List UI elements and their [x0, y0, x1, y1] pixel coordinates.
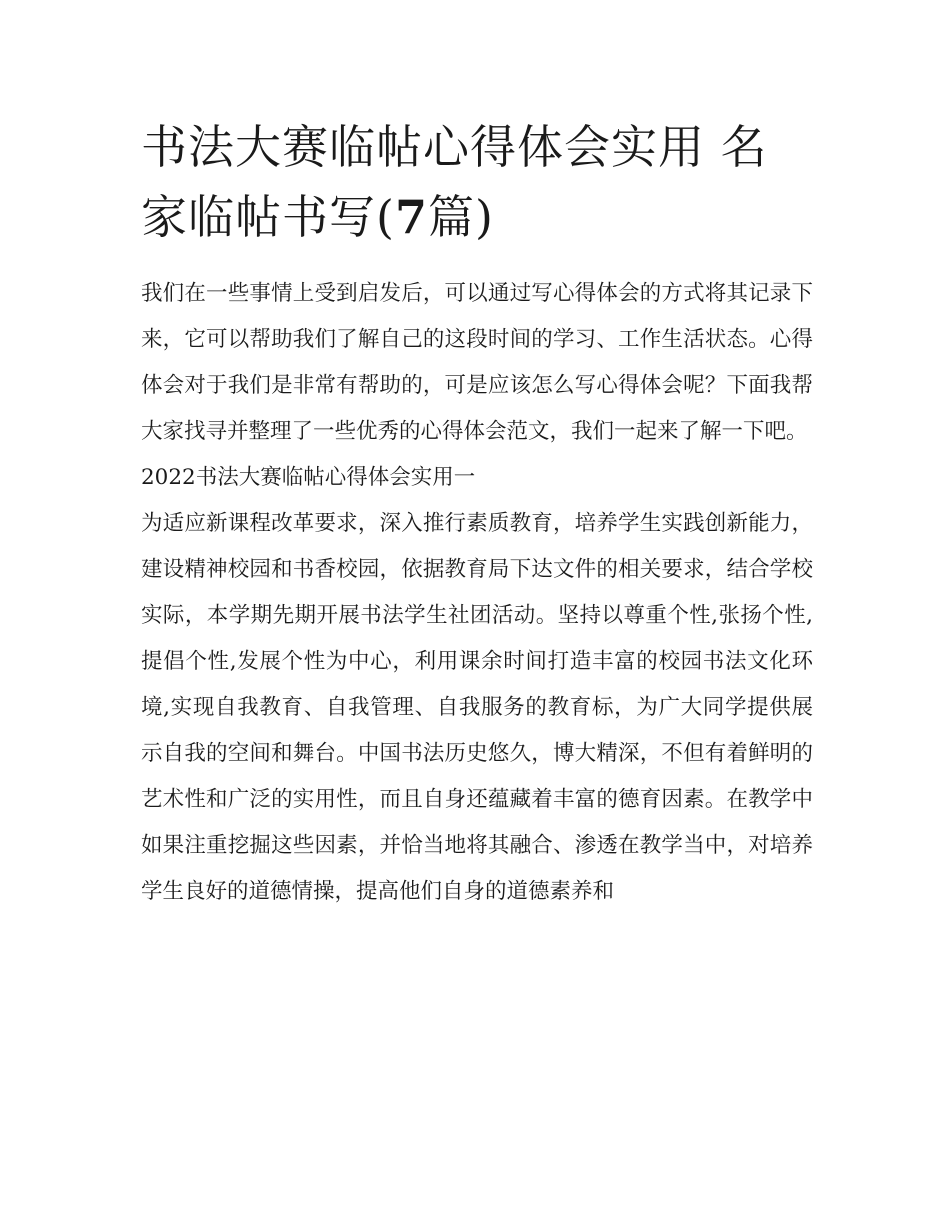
body-paragraph: 为适应新课程改革要求，深入推行素质教育，培养学生实践创新能力，建设精神校园和书香校园，依据教育局下达文件的相关要求，结合学校实际，本学期先期开展书法学生社团活动。坚持以尊重个性,张扬个性,提倡个性,发展个性为中心，利用课余时间打造丰富的校园书法文化环境,实现自我教育、自我管理、自我服务的教育标，为广大同学提供展示自我的空间和舞台。中国书法历史悠久，博大精深，不但有着鲜明的艺术性和广泛的实用性，而且自身还蕴藏着丰富的德育因素。在教学中如果注重挖掘这些因素，并恰当地将其融合、渗透在教学当中，对培养学生良好的道德情操，提高他们自身的道德素养和 [141, 511, 813, 904]
title-text-part2: 篇) [427, 190, 494, 244]
document-title [141, 112, 813, 252]
document-page [141, 112, 813, 915]
title-number: 7 [394, 190, 428, 244]
intro-paragraph: 我们在一些事情上受到启发后，可以通过写心得体会的方式将其记录下来，它可以帮助我们了解自己的这段时间的学习、工作生活状态。心得体会对于我们是非常有帮助的，可是应该怎么写心得体会呢？下面我帮大家找寻并整理了一些优秀的心得体会范文，我们一起来了解一下吧。 [141, 281, 813, 444]
section-heading: 2022书法大赛临帖心得体会实用一 [141, 465, 476, 490]
title-text-part1: 书法大赛临帖心得体会实用 名家临帖书写( [141, 120, 768, 244]
